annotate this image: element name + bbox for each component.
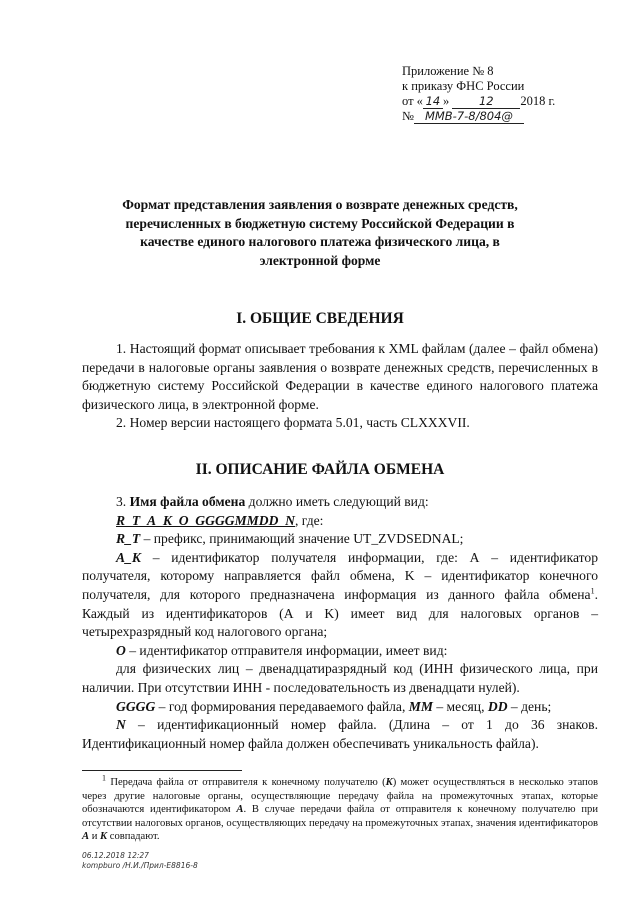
definition-o-detail: для физических лиц – двенадцатиразрядный код (ИНН физического лица, при наличии. При отсутствии ИНН - последовательность из двенадцати нулей).	[82, 661, 598, 695]
order-number-value: ММВ-7-8/804@	[414, 110, 524, 124]
definition-n: N – идентификационный номер файла. (Длина – от 1 до 36 знаков. Идентификационный номер файла должен обеспечивать уникальность файла).	[82, 717, 598, 751]
section-heading-general: I. ОБЩИЕ СВЕДЕНИЯ	[236, 310, 404, 327]
order-reference: к приказу ФНС России	[402, 79, 525, 93]
paragraph-2: 2. Номер версии настоящего формата 5.01, часть CLXXXVII.	[116, 415, 470, 431]
paragraph-3: 3. Имя файла обмена должно иметь следующий вид:	[116, 494, 429, 509]
order-number: № ММВ-7-8/804@	[402, 109, 602, 124]
appendix-header	[402, 64, 602, 124]
footnote-divider	[82, 770, 242, 771]
date-year: 2018	[520, 94, 546, 108]
definition-rt: R_T – префикс, принимающий значение UT_ZVDSEDNAL;	[116, 531, 464, 547]
footnote-mark: 1	[590, 586, 595, 596]
date-month: 12	[452, 95, 520, 109]
order-date: от « 14 » 12 2018 г.	[402, 94, 556, 108]
print-metadata: 06.12.2018 12:27 kompburo /Н.И./Прил-Е8816-8	[82, 851, 198, 870]
section-exchange-file-body	[82, 493, 598, 753]
definition-o: O – идентификатор отправителя информации, имеет вид:	[116, 642, 448, 658]
date-day: 14	[423, 95, 443, 109]
document-title: Формат представления заявления о возврате денежных средств, перечисленных в бюджетную систему Российской Федерации в качестве единого налогового платежа физического лица, в электронной форме	[122, 197, 518, 268]
section-heading-exchange-file: II. ОПИСАНИЕ ФАЙЛА ОБМЕНА	[195, 461, 445, 478]
paragraph-1: 1. Настоящий формат описывает требования к XML файлам (далее – файл обмена) передачи в налоговые органы заявления о возврате денежных средств, перечисленных в бюджетную систему Российской Федерации в качестве единого налогового платежа физического лица, в электронной форме.	[82, 341, 598, 412]
section-general-body	[82, 340, 598, 433]
footnote: $^1$ Передача файла от отправителя к конечному получателю (K) может осуществляться в несколько этапов через другие налоговые органы, осуществляющие передачу файла на промежуточных этапах, которые обозначаются идентификатором А. В случае передачи файла от отправителя к конечному получателю при отсутствии налоговых органов, осуществляющих передачу на промежуточных этапах, значения идентификаторов А и K совпадают.	[82, 773, 599, 843]
definition-ak: A_K – идентификатор получателя информации, где: А – идентификатор получателя, которому направляется файл обмена, K – идентификатор конечного получателя, для которого предназначена информация из данного файла обмена$^1$. Каждый из идентификаторов (А и K) имеет вид для налоговых органов – четырехразрядный код налогового органа;	[82, 549, 598, 640]
appendix-line: Приложение № 8	[402, 64, 494, 78]
definition-date: GGGG – год формирования передаваемого файла, MM – месяц, DD – день;	[116, 698, 552, 714]
filename-pattern: R_T_A_K_O_GGGGMMDD_N, где:	[116, 512, 324, 528]
